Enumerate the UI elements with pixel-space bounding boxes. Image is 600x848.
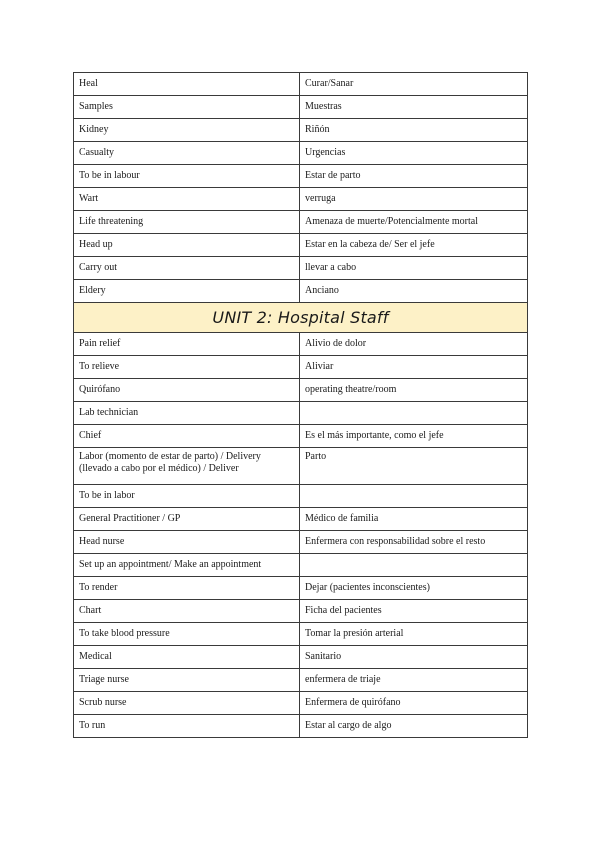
table-row <box>74 165 528 188</box>
spanish-translation: verruga <box>300 188 528 211</box>
english-term: Scrub nurse <box>74 692 300 715</box>
table-row <box>74 600 528 623</box>
vocabulary-table <box>73 72 528 738</box>
spanish-translation: Tomar la presión arterial <box>300 623 528 646</box>
spanish-translation <box>300 554 528 577</box>
spanish-translation: Muestras <box>300 96 528 119</box>
table-row <box>74 623 528 646</box>
english-term: Set up an appointment/ Make an appointment <box>74 554 300 577</box>
english-term: Medical <box>74 646 300 669</box>
english-term: Heal <box>74 73 300 96</box>
spanish-translation: Parto <box>300 448 528 485</box>
table-row <box>74 448 528 485</box>
english-term: To be in labor <box>74 485 300 508</box>
table-row <box>74 211 528 234</box>
spanish-translation: Dejar (pacientes inconscientes) <box>300 577 528 600</box>
spanish-translation: Sanitario <box>300 646 528 669</box>
table-row <box>74 402 528 425</box>
english-term: Pain relief <box>74 333 300 356</box>
table-row <box>74 96 528 119</box>
table-row <box>74 234 528 257</box>
english-term: To render <box>74 577 300 600</box>
english-term: Chart <box>74 600 300 623</box>
english-term: To run <box>74 715 300 738</box>
english-term: General Practitioner / GP <box>74 508 300 531</box>
spanish-translation: Estar al cargo de algo <box>300 715 528 738</box>
table-row <box>74 333 528 356</box>
section-header-row <box>74 303 528 333</box>
english-term: Eldery <box>74 280 300 303</box>
spanish-translation: Ficha del pacientes <box>300 600 528 623</box>
spanish-translation: Médico de familia <box>300 508 528 531</box>
english-term: Wart <box>74 188 300 211</box>
english-term: To take blood pressure <box>74 623 300 646</box>
table-row <box>74 356 528 379</box>
spanish-translation: Urgencias <box>300 142 528 165</box>
table-row <box>74 554 528 577</box>
spanish-translation: enfermera de triaje <box>300 669 528 692</box>
spanish-translation <box>300 485 528 508</box>
spanish-translation: operating theatre/room <box>300 379 528 402</box>
spanish-translation: llevar a cabo <box>300 257 528 280</box>
spanish-translation: Enfermera con responsabilidad sobre el resto <box>300 531 528 554</box>
spanish-translation: Estar en la cabeza de/ Ser el jefe <box>300 234 528 257</box>
table-row <box>74 142 528 165</box>
spanish-translation: Aliviar <box>300 356 528 379</box>
table-row <box>74 692 528 715</box>
spanish-translation: Es el más importante, como el jefe <box>300 425 528 448</box>
table-row <box>74 577 528 600</box>
english-term: Samples <box>74 96 300 119</box>
spanish-translation: Estar de parto <box>300 165 528 188</box>
table-row <box>74 257 528 280</box>
table-row <box>74 715 528 738</box>
table-row <box>74 379 528 402</box>
english-term: Quirófano <box>74 379 300 402</box>
table-row <box>74 425 528 448</box>
table-row <box>74 646 528 669</box>
english-term: To be in labour <box>74 165 300 188</box>
english-term: Casualty <box>74 142 300 165</box>
english-term: Labor (momento de estar de parto) / Delivery (llevado a cabo por el médico) / Deliver <box>74 448 300 485</box>
english-term: Head up <box>74 234 300 257</box>
table-row <box>74 508 528 531</box>
table-row <box>74 188 528 211</box>
spanish-translation: Riñón <box>300 119 528 142</box>
table-row <box>74 485 528 508</box>
english-term: Head nurse <box>74 531 300 554</box>
section-title: UNIT 2: Hospital Staff <box>74 303 528 333</box>
english-term: Lab technician <box>74 402 300 425</box>
table-row <box>74 280 528 303</box>
spanish-translation <box>300 402 528 425</box>
vocabulary-table-body <box>74 73 528 738</box>
table-row <box>74 73 528 96</box>
english-term: Carry out <box>74 257 300 280</box>
spanish-translation: Enfermera de quirófano <box>300 692 528 715</box>
spanish-translation: Amenaza de muerte/Potencialmente mortal <box>300 211 528 234</box>
spanish-translation: Curar/Sanar <box>300 73 528 96</box>
english-term: Life threatening <box>74 211 300 234</box>
table-row <box>74 669 528 692</box>
english-term: To relieve <box>74 356 300 379</box>
table-row <box>74 531 528 554</box>
spanish-translation: Anciano <box>300 280 528 303</box>
english-term: Kidney <box>74 119 300 142</box>
table-row <box>74 119 528 142</box>
english-term: Triage nurse <box>74 669 300 692</box>
spanish-translation: Alivio de dolor <box>300 333 528 356</box>
english-term: Chief <box>74 425 300 448</box>
